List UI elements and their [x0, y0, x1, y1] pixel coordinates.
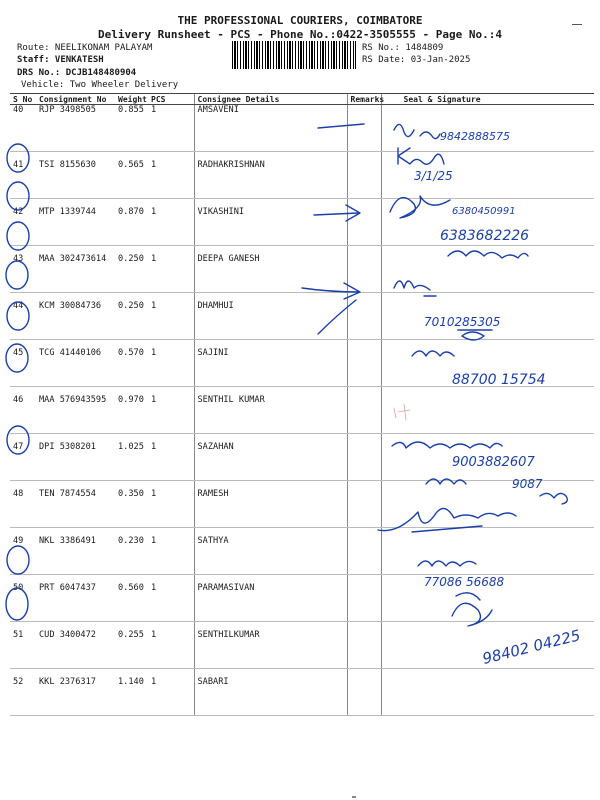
- table-row: [10, 293, 594, 340]
- cell-remarks: [347, 293, 381, 340]
- cell-remarks: [347, 434, 381, 481]
- cell-pcs: 1: [148, 199, 194, 246]
- col-remarks: Remarks: [347, 94, 381, 105]
- col-consignee: Consignee Details: [194, 94, 347, 105]
- cell-consignment: MAA 302473614: [36, 246, 115, 293]
- table-row: [10, 340, 594, 387]
- cell-remarks: [347, 575, 381, 622]
- cell-consignee: SENTHIL KUMAR: [194, 387, 347, 434]
- hand-number: 6383682226: [440, 228, 530, 244]
- staff-label: Staff: VENKATESH: [17, 55, 104, 65]
- cell-seal: [381, 340, 594, 387]
- cell-seal: [381, 293, 594, 340]
- cell-pcs: 1: [148, 152, 194, 199]
- table-row: [10, 575, 594, 622]
- hand-number: 9842888575: [440, 130, 510, 143]
- cell-seal: [381, 152, 594, 199]
- company-title: THE PROFESSIONAL COURIERS, COIMBATORE: [177, 14, 423, 27]
- cell-seal: [381, 434, 594, 481]
- cell-remarks: [347, 340, 381, 387]
- table-row: [10, 481, 594, 528]
- cell-sno: 51: [10, 622, 36, 669]
- table-row: [10, 528, 594, 575]
- cell-pcs: 1: [148, 622, 194, 669]
- cell-consignment: NKL 3386491: [36, 528, 115, 575]
- col-weight: Weight: [115, 94, 148, 105]
- runsheet-subtitle: Delivery Runsheet - PCS - Phone No.:0422-3505555 - Page No.:4: [98, 28, 502, 41]
- hand-number: 9003882607: [452, 455, 535, 470]
- cell-weight: 0.255: [115, 622, 148, 669]
- cell-weight: 0.870: [115, 199, 148, 246]
- cell-sno: 48: [10, 481, 36, 528]
- cell-consignment: RJP 3498505: [36, 105, 115, 152]
- cell-pcs: 1: [148, 434, 194, 481]
- cell-consignee: RADHAKRISHNAN: [194, 152, 347, 199]
- cell-pcs: 1: [148, 669, 194, 716]
- cell-consignment: KKL 2376317: [36, 669, 115, 716]
- col-sno: S No: [10, 94, 36, 105]
- cell-seal: [381, 199, 594, 246]
- hand-number: 6380450991: [452, 206, 516, 217]
- cell-weight: 0.970: [115, 387, 148, 434]
- cell-weight: 0.350: [115, 481, 148, 528]
- cell-remarks: [347, 246, 381, 293]
- cell-weight: 0.250: [115, 293, 148, 340]
- cell-consignee: SABARI: [194, 669, 347, 716]
- cell-weight: 0.230: [115, 528, 148, 575]
- cell-consignee: DEEPA GANESH: [194, 246, 347, 293]
- hand-date: 3/1/25: [414, 169, 453, 183]
- cell-pcs: 1: [148, 481, 194, 528]
- vehicle-label: Vehicle: Two Wheeler Delivery: [21, 80, 179, 90]
- table-header-row: [10, 94, 594, 105]
- cell-pcs: 1: [148, 387, 194, 434]
- col-consignment: Consignment No: [36, 94, 115, 105]
- cell-remarks: [347, 669, 381, 716]
- cell-consignee: SENTHILKUMAR: [194, 622, 347, 669]
- hand-number: 77086 56688: [424, 575, 505, 589]
- cell-consignee: PARAMASIVAN: [194, 575, 347, 622]
- cell-pcs: 1: [148, 293, 194, 340]
- cell-consignment: KCM 30084736: [36, 293, 115, 340]
- hand-number: 98402 04225: [480, 626, 583, 668]
- cell-consignment: PRT 6047437: [36, 575, 115, 622]
- cell-consignment: TEN 7874554: [36, 481, 115, 528]
- cell-seal: [381, 669, 594, 716]
- cell-sno: 52: [10, 669, 36, 716]
- cell-seal: [381, 387, 594, 434]
- cell-remarks: [347, 387, 381, 434]
- cell-weight: 0.570: [115, 340, 148, 387]
- drs-label: DRS No.: DCJB148480904: [17, 68, 137, 78]
- cell-consignee: SAJINI: [194, 340, 347, 387]
- table-row: [10, 622, 594, 669]
- cell-sno: 45: [10, 340, 36, 387]
- cell-sno: 49: [10, 528, 36, 575]
- cell-seal: [381, 528, 594, 575]
- cell-remarks: [347, 622, 381, 669]
- table-row: [10, 246, 594, 293]
- cell-remarks: [347, 105, 381, 152]
- table-row: [10, 105, 594, 152]
- cell-sno: 43: [10, 246, 36, 293]
- cell-weight: 0.565: [115, 152, 148, 199]
- cell-seal: [381, 575, 594, 622]
- corner-mark: [572, 24, 582, 25]
- cell-remarks: [347, 199, 381, 246]
- table-row: [10, 387, 594, 434]
- cell-consignee: SAZAHAN: [194, 434, 347, 481]
- cell-seal: [381, 481, 594, 528]
- cell-weight: 0.250: [115, 246, 148, 293]
- cell-consignment: MAA 576943595: [36, 387, 115, 434]
- cell-sno: 44: [10, 293, 36, 340]
- cell-remarks: [347, 481, 381, 528]
- cell-consignee: VIKASHINI: [194, 199, 347, 246]
- cell-pcs: 1: [148, 105, 194, 152]
- cell-sno: 46: [10, 387, 36, 434]
- table-row: [10, 434, 594, 481]
- cell-remarks: [347, 152, 381, 199]
- scan-mark: [352, 796, 356, 798]
- cell-pcs: 1: [148, 246, 194, 293]
- cell-consignee: DHAMHUI: [194, 293, 347, 340]
- cell-seal: [381, 105, 594, 152]
- cell-consignment: DPI 5308201: [36, 434, 115, 481]
- cell-consignment: MTP 1339744: [36, 199, 115, 246]
- cell-pcs: 1: [148, 528, 194, 575]
- cell-seal: [381, 622, 594, 669]
- hand-number: 9087: [512, 477, 543, 491]
- cell-consignment: CUD 3400472: [36, 622, 115, 669]
- cell-pcs: 1: [148, 340, 194, 387]
- table-row: [10, 199, 594, 246]
- runsheet-table: [10, 93, 594, 716]
- hand-number: 7010285305: [424, 315, 501, 329]
- cell-weight: 1.140: [115, 669, 148, 716]
- route-label: Route: NEELIKONAM PALAYAM: [17, 43, 153, 53]
- cell-sno: 42: [10, 199, 36, 246]
- cell-consignment: TSI 8155630: [36, 152, 115, 199]
- cell-pcs: 1: [148, 575, 194, 622]
- cell-sno: 40: [10, 105, 36, 152]
- cell-weight: 0.855: [115, 105, 148, 152]
- cell-seal: [381, 246, 594, 293]
- rs-date-label: RS Date: 03-Jan-2025: [362, 55, 471, 65]
- hand-number: 88700 15754: [452, 372, 546, 388]
- cell-sno: 47: [10, 434, 36, 481]
- table-row: [10, 152, 594, 199]
- col-seal: Seal & Signature: [381, 94, 594, 105]
- cell-remarks: [347, 528, 381, 575]
- barcode: [232, 41, 356, 69]
- cell-consignment: TCG 41440106: [36, 340, 115, 387]
- cell-consignee: SATHYA: [194, 528, 347, 575]
- cell-weight: 0.560: [115, 575, 148, 622]
- col-pcs: PCS: [148, 94, 194, 105]
- rs-no-label: RS No.: 1484809: [362, 43, 444, 53]
- cell-sno: 50: [10, 575, 36, 622]
- table-row: [10, 669, 594, 716]
- cell-consignee: AMSAVENI: [194, 105, 347, 152]
- cell-sno: 41: [10, 152, 36, 199]
- cell-consignee: RAMESH: [194, 481, 347, 528]
- cell-weight: 1.025: [115, 434, 148, 481]
